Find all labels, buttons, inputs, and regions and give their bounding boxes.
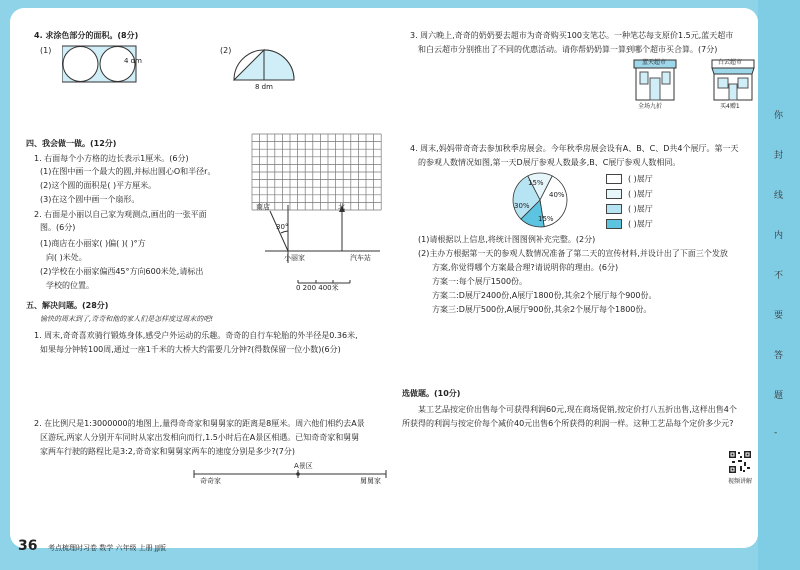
q4-sub2-cont: 方案,你觉得哪个方案最合理?请说明你的理由。(6分) [432, 263, 619, 272]
legend-item [606, 204, 653, 219]
legend-item [606, 219, 653, 234]
q4-line1: 4. 周末,妈妈带奇奇去参加秋季房展会。今年秋季房展会设有A、B、C、D共4个展厅。第一天 [410, 144, 739, 153]
s4-q2: 2. 右面是小丽以自己家为观测点,画出的一张平面 [34, 210, 207, 219]
s4-q2-1-cont: 向( )米处。 [46, 253, 87, 262]
s4-q2-1: (1)商店在小丽家( )偏( )( )°方 [40, 239, 146, 248]
binding-char-6: 要 [774, 311, 784, 321]
legend-swatch [606, 219, 622, 229]
binding-strip [758, 0, 800, 570]
legend-item [606, 189, 653, 204]
pie-label-15a: 15% [528, 179, 544, 187]
s5-q2-line2: 区游玩,两家人分别开车同时从家出发相向而行,1.5小时后在A景区相遇。已知奇奇家和舅舅 [40, 433, 360, 442]
q4-sub1: (1)请根据以上信息,将统计图图例补充完整。(2分) [418, 235, 596, 244]
map-scale-label: 0 200 400米 [296, 284, 339, 292]
binding-char-9: - [774, 428, 778, 438]
s5-q1-cont: 如果每分钟转100周,通过一座1千米的大桥大约需要几分钟?(得数保留一位小数)(6分) [40, 345, 341, 354]
qr-caption: 视频讲解 [728, 478, 753, 485]
binding-char-4: 内 [774, 231, 784, 241]
map-angle-label: 30° [276, 223, 289, 231]
binding-char-8: 题 [774, 391, 784, 401]
legend-label: ( )展厅 [628, 204, 653, 214]
section5-intro: 愉快的周末到了,奇奇和他的家人们是怎样度过周末的吧! [40, 315, 214, 323]
q4-sub2: (2)主办方根据第一天的参观人数情况准备了第二天的宣传材料,并设计出了下面三个发放 [418, 249, 728, 258]
route-jiujiu-label: 舅舅家 [360, 477, 381, 485]
s5-q2: 2. 在比例尺是1:3000000的地图上,量得奇奇家和舅舅家的距离是8厘米。周六他们相约去A景 [34, 419, 365, 428]
legend-swatch [606, 174, 622, 184]
legend-label: ( )展厅 [628, 174, 653, 184]
route-qiqi-label: 奇奇家 [200, 477, 221, 485]
half-circle-figure [232, 44, 296, 84]
direction-map [250, 195, 390, 295]
pie-label-40: 40% [549, 191, 565, 199]
choice-title: 选做题。(10分) [402, 389, 461, 398]
fig2-label: (2) [220, 46, 232, 55]
s5-q1: 1. 周末,奇奇喜欢骑行锻炼身体,感受户外运动的乐趣。奇奇的自行车轮胎的外半径是0.36米, [34, 331, 358, 340]
fig1-label: (1) [40, 46, 52, 55]
s4-q1-a: (1)在图中画一个最大的圆,并标出圆心O和半径r。 [40, 167, 216, 176]
s4-q1-c: (3)在这个圆中画一个扇形。 [40, 195, 140, 204]
s4-q1: 1. 右面每个小方格的边长表示1厘米。(6分) [34, 154, 189, 163]
page-number: 36 [18, 538, 38, 554]
map-home-label: 小丽家 [284, 254, 305, 262]
map-store-label: 商店 [256, 203, 270, 211]
qr-code-icon[interactable] [728, 450, 752, 474]
legend-swatch [606, 204, 622, 214]
store-blue-offer: 全场九折 [638, 103, 663, 110]
store-white-offer: 买4赠1 [720, 103, 740, 110]
pie-label-15b: 15% [538, 215, 554, 223]
legend-label: ( )展厅 [628, 219, 653, 229]
s5-q2-line3: 家两车行驶的路程比是3:2,奇奇家和舅舅家两车的速度分别是多少?(7分) [40, 447, 295, 456]
legend-label: ( )展厅 [628, 189, 653, 199]
map-north-label: 北 [338, 203, 345, 211]
binding-char-1: 你 [774, 111, 784, 121]
s4-q2-2-cont: 学校的位置。 [46, 281, 94, 290]
footer-text: 考点梳理时习卷 数学 六年级 上册 JJ版 [48, 544, 167, 552]
binding-char-3: 线 [774, 191, 784, 201]
pie-label-30: 30% [514, 202, 530, 210]
binding-char-7: 答 [774, 351, 784, 361]
s4-q1-b: (2)这个圆的面积是( )平方厘米。 [40, 181, 157, 190]
q3-line1: 3. 周六晚上,奇奇的奶奶要去超市为奇奇购买100支笔芯。一种笔芯每支原价1.5元,蓝天超市 [410, 31, 734, 40]
plan-1: 方案一:每个展厅1500份。 [432, 277, 528, 286]
fig1-dimension: 4 dm [124, 57, 142, 65]
q4-line2: 的参观人数情况如图,第一天D展厅参观人数最多,B、C展厅参观人数相同。 [418, 158, 681, 167]
binding-char-2: 封 [774, 151, 784, 161]
legend-swatch [606, 189, 622, 199]
store-white-name: 白云超市 [718, 59, 743, 66]
map-station-label: 汽车站 [350, 254, 371, 262]
fig2-dimension: 8 dm [255, 83, 273, 91]
choice-line2: 所获得的利润与按定价每个减价40元出售6个所获得的利润一样。这种工艺品每个定价多少元? [402, 419, 734, 428]
route-a-label: A景区 [294, 462, 313, 470]
legend-item [606, 174, 653, 189]
store-blue-name: 蓝天超市 [642, 59, 667, 66]
q3-line2: 和白云超市分别推出了不同的优惠活动。请你帮奶奶算一算到哪个超市买合算。(7分) [418, 45, 718, 54]
pie-legend [606, 174, 653, 234]
s4-q2-cont: 图。(6分) [40, 223, 76, 232]
q4-shaded-title: 4. 求涂色部分的面积。(8分) [34, 31, 139, 40]
section5-title: 五、解决问题。(28分) [26, 301, 109, 310]
section4-title: 四、我会做一做。(12分) [26, 139, 117, 148]
binding-char-5: 不 [774, 271, 784, 281]
s4-q2-2: (2)学校在小丽家偏西45°方向600米处,请标出 [40, 267, 204, 276]
plan-2: 方案二:D展厅2400份,A展厅1800份,其余2个展厅每个900份。 [432, 291, 657, 300]
choice-line1: 某工艺品按定价出售每个可获得利润60元,现在商场促销,按定价打八五折出售,这样出售4个 [418, 405, 737, 414]
plan-3: 方案三:D展厅500份,A展厅900份,其余2个展厅每个1800份。 [432, 305, 652, 314]
